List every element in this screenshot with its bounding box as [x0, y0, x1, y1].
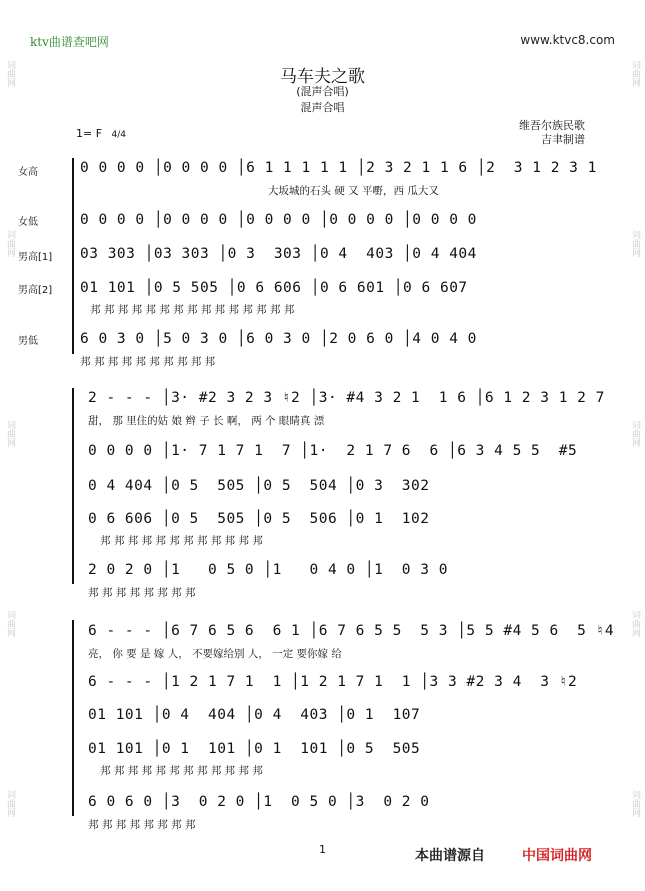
side-watermark-right-2: 词曲网: [630, 230, 640, 257]
side-watermark-left-2: 词曲网: [5, 230, 15, 257]
side-watermark-left-4: 词曲网: [5, 610, 15, 637]
site-logo-text: ktv曲谱查吧网: [30, 35, 109, 49]
system-1-bass-lyric: 邦 邦 邦 邦 邦 邦 邦 邦 邦 邦: [80, 356, 216, 368]
system-3-soprano-lyric: 亮， 你 要 是 嫁 人， 不要嫁给别 人， 一定 要你嫁 给: [88, 648, 342, 660]
system-3-brace: [72, 620, 74, 816]
system-1-tenor-2-lyric: 邦 邦 邦 邦 邦 邦 邦 邦 邦 邦 邦 邦 邦 邦 邦: [90, 304, 295, 316]
system-2-tenor-2: 0 6 606 │0 5 505 │0 5 506 │0 1 102: [88, 511, 430, 527]
system-2-bass: 2 0 2 0 │1 0 5 0 │1 0 4 0 │1 0 3 0: [88, 562, 448, 578]
system-3-soprano: 6 - - - │6 7 6 5 6 6 1 │6 7 6 5 5 5 3 │5 5 #4 5 6 5 ♮4: [88, 623, 615, 639]
song-title: 马车夫之歌: [280, 67, 365, 87]
system-2-soprano: 2 - - - │3· #2 3 2 3 ♮2 │3· #4 3 2 1 1 6 │6 1 2 3 1 2 7: [88, 390, 605, 406]
side-watermark-right-1: 词曲网: [630, 60, 640, 87]
side-watermark-left-1: 词曲网: [5, 60, 15, 87]
system-1-tenor-2: 01 101 │0 5 505 │0 6 606 │0 6 601 │0 6 607: [80, 280, 468, 296]
source-site-link[interactable]: 中国词曲网: [522, 848, 592, 864]
system-1-soprano-lyric: 大坂城的石头 硬 又 平嘢，西 瓜大又: [268, 185, 439, 197]
system-2-alto: 0 0 0 0 │1· 7 1 7 1 7 │1· 2 1 7 6 6 │6 3 4 5 5 #5: [88, 443, 578, 459]
voice-label-tenor-1: 男高[1]: [18, 252, 53, 263]
voice-label-bass: 男低: [18, 336, 38, 347]
system-3-alto: 6 - - - │1 2 1 7 1 1 │1 2 1 7 1 1 │3 3 #2 3 4 3 ♮2: [88, 674, 578, 690]
system-2-tenor-2-lyric: 邦 邦 邦 邦 邦 邦 邦 邦 邦 邦 邦 邦: [100, 535, 263, 547]
side-watermark-left-3: 词曲网: [5, 420, 15, 447]
song-subtitle: (混声合唱): [296, 85, 349, 98]
system-3-bass-lyric: 邦 邦 邦 邦 邦 邦 邦 邦: [88, 819, 196, 831]
system-2-soprano-lyric: 甜， 那 里住的姑 娘 辫 子 长 啊， 两 个 眼睛真 漂: [88, 415, 325, 427]
side-watermark-right-4: 词曲网: [630, 610, 640, 637]
arranger-credit: 吉聿制谱: [541, 133, 585, 146]
system-3-bass: 6 0 6 0 │3 0 2 0 │1 0 5 0 │3 0 2 0: [88, 794, 430, 810]
voice-label-tenor-2: 男高[2]: [18, 285, 53, 296]
system-3-tenor-2: 01 101 │0 1 101 │0 1 101 │0 5 505: [88, 741, 421, 757]
key-signature: [76, 127, 126, 140]
system-1-bass: 6 0 3 0 │5 0 3 0 │6 0 3 0 │2 0 6 0 │4 0 4 0: [80, 331, 477, 347]
time-signature: 4/4: [111, 130, 127, 140]
page-number: 1: [319, 843, 326, 856]
system-1-brace: [72, 158, 74, 354]
system-2-tenor-1: 0 4 404 │0 5 505 │0 5 504 │0 3 302: [88, 478, 430, 494]
side-watermark-left-5: 词曲网: [5, 790, 15, 817]
side-watermark-right-3: 词曲网: [630, 420, 640, 447]
system-2-bass-lyric: 邦 邦 邦 邦 邦 邦 邦 邦: [88, 587, 196, 599]
source-label: 本曲谱源自: [415, 848, 485, 864]
system-1-tenor-1: 03 303 │03 303 │0 3 303 │0 4 403 │0 4 404: [80, 246, 477, 262]
system-3-tenor-1: 01 101 │0 4 404 │0 4 403 │0 1 107: [88, 707, 421, 723]
voice-label-alto: 女低: [18, 217, 38, 228]
origin-credit: 维吾尔族民歌: [519, 119, 585, 132]
side-watermark-right-5: 词曲网: [630, 790, 640, 817]
system-1-soprano: 0 0 0 0 │0 0 0 0 │6 1 1 1 1 1 │2 3 2 1 1 6 │2 3 1 2 3 1: [80, 160, 597, 176]
system-3-tenor-2-lyric: 邦 邦 邦 邦 邦 邦 邦 邦 邦 邦 邦 邦: [100, 765, 263, 777]
system-2-brace: [72, 388, 74, 584]
voice-label-soprano: 女高: [18, 167, 38, 178]
system-1-alto: 0 0 0 0 │0 0 0 0 │0 0 0 0 │0 0 0 0 │0 0 0 0: [80, 212, 477, 228]
site-url: www.ktvc8.com: [520, 33, 615, 47]
key-label: 1= F: [76, 127, 103, 140]
song-subtitle-2: 混声合唱: [300, 101, 345, 114]
